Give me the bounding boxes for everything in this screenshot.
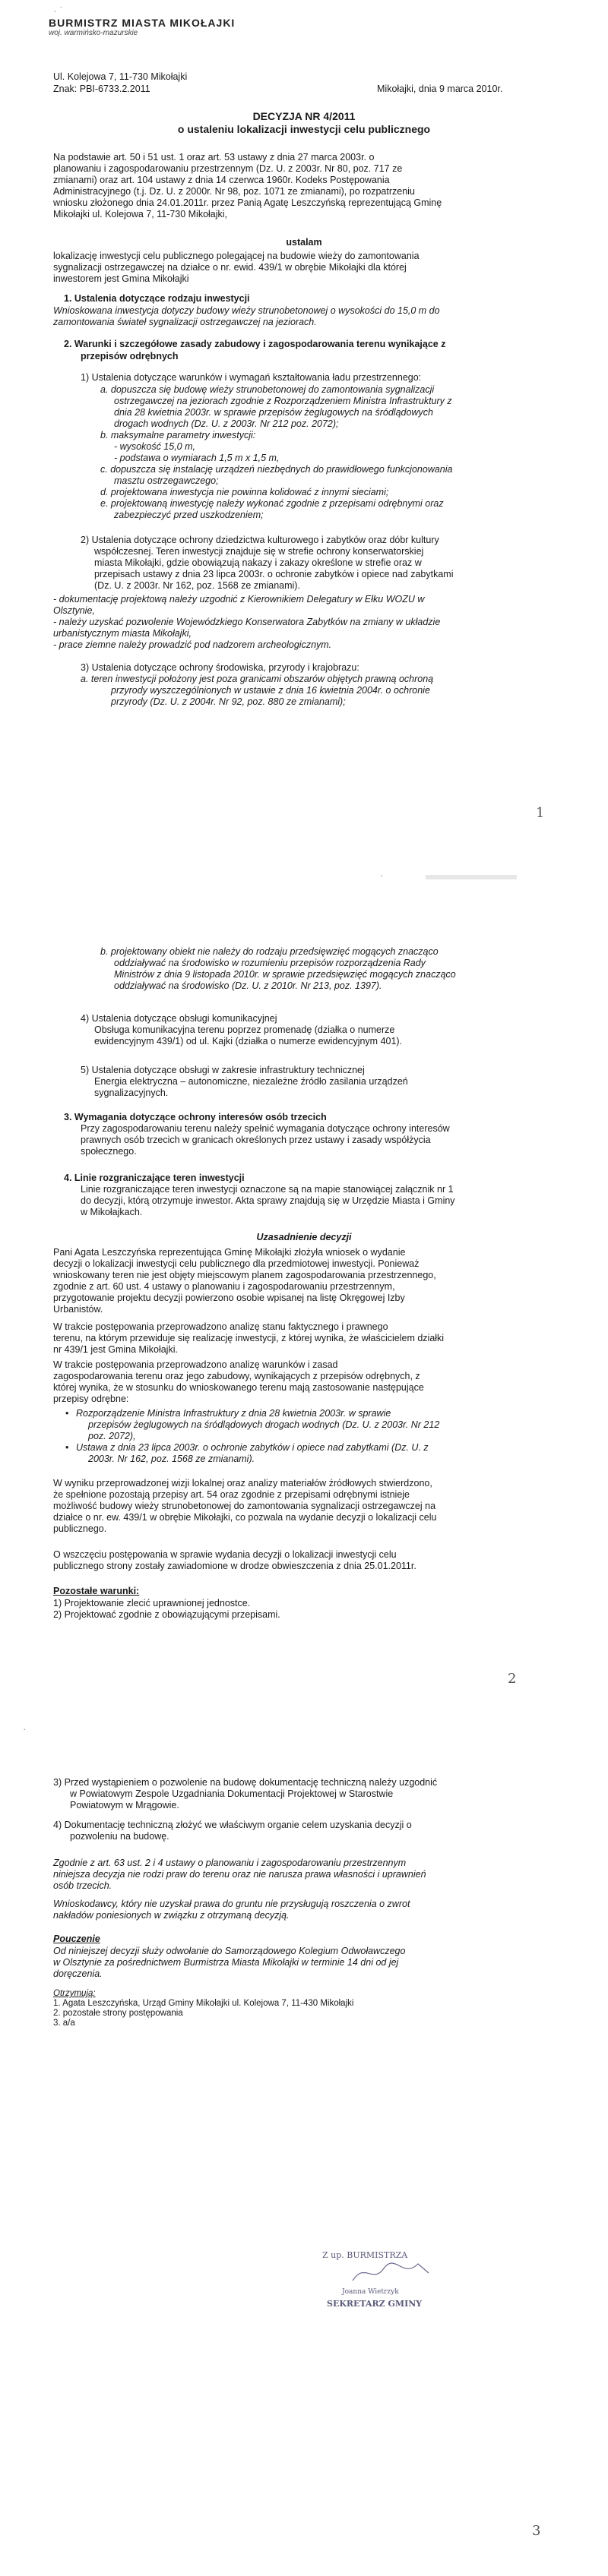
point-2-note: Olsztynie, xyxy=(53,605,95,616)
justification-line: że spełnione pozostają przepisy art. 54 oraz zgodnie z przepisami odrębnymi istnieje xyxy=(53,1489,410,1500)
point-1-item: a. dopuszcza się budowę wieży strunobetonowej do zamontowania sygnalizacji xyxy=(100,384,435,395)
legal-line: Zgodnie z art. 63 ust. 2 i 4 ustawy o planowaniu i zagospodarowaniu przestrzennym xyxy=(53,1858,407,1868)
regulation-item: przepisów żeglugowych na śródlądowych drogach wodnych (Dz. U. z 2003r. Nr 212 xyxy=(88,1419,440,1430)
section-2-heading: 2. Warunki i szczegółowe zasady zabudowy i zagospodarowania terenu wynikające z xyxy=(64,339,446,349)
point-1-item: zabezpieczyć przed uszkodzeniem; xyxy=(114,510,264,520)
point-1-item: - wysokość 15,0 m, xyxy=(114,441,195,452)
point-5-line: 5) Ustalenia dotyczące obsługi w zakresie infrastruktury technicznej xyxy=(81,1065,365,1075)
section-4-line: do decyzji, którą otrzymuje inwestor. Akta sprawy znajdują się w Urzędzie Miasta i Gminy xyxy=(81,1195,455,1206)
section-2-point-4 xyxy=(81,1013,549,1047)
recipient-item: 3. a/a xyxy=(53,2019,75,2028)
pouczenie-line: w Olsztynie za pośrednictwem Burmistrza Miasta Mikołajki w terminie 14 dni od jej xyxy=(53,1957,399,1968)
justification-line: której wynika, że w stosunku do wnioskowanego terenu mają zastosowanie następujące xyxy=(53,1382,424,1393)
section-1-body xyxy=(53,305,547,328)
justification-line: wnioskowany teren nie jest objęty miejscowym planem zagospodarowania przestrzennego, xyxy=(53,1270,436,1280)
pouczenie-line: doręczenia. xyxy=(53,1968,103,1979)
legal-line: Wnioskodawcy, który nie uzyskał prawa do gruntu nie przysługują roszczenia o zwrot xyxy=(53,1899,410,1909)
decision-title: DECYZJA NR 4/2011 xyxy=(252,110,356,122)
header-authority: BURMISTRZ MIASTA MIKOŁAJKI xyxy=(49,17,236,29)
document-page-2 xyxy=(0,858,608,1716)
point-2-line: (Dz. U. z 2003r. Nr 162, poz. 1568 ze zmianami). xyxy=(94,580,300,591)
point-4-line: Obsługa komunikacyjna terenu poprzez promenadę (działka o numerze xyxy=(94,1024,395,1035)
reference-number: Znak: PBI-6733.2.2011 xyxy=(53,84,150,94)
page-number-2: 2 xyxy=(508,1671,517,1687)
point-5-line: sygnalizacyjnych. xyxy=(94,1088,169,1098)
section-2-heading-cont: przepisów odrębnych xyxy=(81,351,179,361)
bullet-icon: • xyxy=(65,1442,69,1453)
stamp-line-2: Joanna Wietrzyk xyxy=(342,2288,399,2296)
ustalam-line: lokalizację inwestycji celu publicznego polegającej na budowie wieży do zamontowania xyxy=(53,251,420,261)
pouczenie-heading: Pouczenie xyxy=(53,1934,100,1944)
intro-paragraph xyxy=(53,152,547,220)
condition-4 xyxy=(53,1820,547,1842)
justification-line: W wyniku przeprowadzonej wizji lokalnej oraz analizy materiałów źródłowych stwierdzono, xyxy=(53,1478,432,1488)
point-4-line: ewidencyjnym 439/1) od ul. Kajki (działka o numerze ewidencyjnym 401). xyxy=(94,1036,403,1046)
point-3-line: a. teren inwestycji położony jest poza granicami obszarów objętych prawną ochroną xyxy=(81,674,434,684)
scan-mark: · ˙ xyxy=(53,5,64,17)
point-2-note: - należy uzyskać pozwolenie Wojewódzkiego Konserwatora Zabytków na zmiany w układzie xyxy=(53,617,441,627)
justification-line: zagospodarowania terenu oraz jego zabudowy, wynikających z przepisów odrębnych, z xyxy=(53,1371,420,1381)
regulation-item: 2003r. Nr 162, poz. 1568 ze zmianami). xyxy=(88,1454,255,1464)
justification-line: działce o nr. ew. 439/1 w obrębie Mikołajki, co pozwala na wydanie decyzji o lokalizacji celu xyxy=(53,1512,437,1523)
intro-line: planowaniu i zagospodarowaniu przestrzennym (Dz. U. z 2003r. Nr 80, poz. 717 ze xyxy=(53,163,403,174)
justification-paragraph-1 xyxy=(53,1247,547,1315)
other-conditions-list xyxy=(53,1598,547,1621)
regulation-item: • Rozporządzenie Ministra Infrastruktury z dnia 28 kwietnia 2003r. w sprawie xyxy=(65,1408,391,1419)
justification-line: zgodnie z art. 60 ust. 4 ustawy o planowaniu i zagospodarowaniu przestrzennym, xyxy=(53,1281,395,1292)
intro-line: wniosku złożonego dnia 24.01.2011r. przez Panią Agatę Leszczyńską reprezentującą Gminę xyxy=(53,197,442,208)
condition-3 xyxy=(53,1777,547,1811)
intro-line: Na podstawie art. 50 i 51 ust. 1 oraz art. 53 ustawy z dnia 27 marca 2003r. o xyxy=(53,152,375,163)
point-2-line: 2) Ustalenia dotyczące ochrony dziedzictwa kulturowego i zabytków oraz dóbr kultury xyxy=(81,535,439,545)
section-1-heading: 1. Ustalenia dotyczące rodzaju inwestycji xyxy=(64,293,250,304)
ustalam-line: sygnalizacji ostrzegawczej na działce o nr. ewid. 439/1 w obrębie Mikołajki dla której xyxy=(53,262,407,273)
section-1-line: zamontowania świateł sygnalizacji ostrzegawczej na jeziorach. xyxy=(53,317,317,327)
ustalam-heading: ustalam xyxy=(286,237,322,248)
justification-line: publicznego strony zostały zawiadomione w drodze obwieszczenia z dnia 25.01.2011r. xyxy=(53,1561,416,1571)
point-2-line: współczesnej. Teren inwestycji znajduje się w strefie ochrony konserwatorskiej xyxy=(94,546,424,557)
legal-line: nakładów poniesionych w związku z otrzymaną decyzją. xyxy=(53,1910,290,1921)
sender-address: Ul. Kolejowa 7, 11-730 Mikołajki xyxy=(53,71,188,82)
justification-line: W trakcie postępowania przeprowadzono analizę stanu faktycznego i prawnego xyxy=(53,1321,388,1332)
page-number-3: 3 xyxy=(532,2523,541,2539)
pouczenie-body xyxy=(53,1946,547,1980)
stamp-line-1: Z up. BURMISTRZA xyxy=(322,2250,408,2260)
condition-line: w Powiatowym Zespole Uzgadniania Dokumentacji Projektowej w Starostwie xyxy=(70,1788,394,1799)
header-stamp xyxy=(49,17,235,37)
intro-line: zmianami) oraz art. 104 ustawy z dnia 14 czerwca 1960r. Kodeks Postępowania xyxy=(53,175,390,185)
section-4-line: Linie rozgraniczające teren inwestycji oznaczone są na mapie stanowiącej załącznik nr 1 xyxy=(81,1184,454,1195)
scan-mark: · xyxy=(23,1722,27,1735)
decision-subtitle: o ustaleniu lokalizacji inwestycji celu publicznego xyxy=(177,123,431,135)
point-3-line: przyrody wyszczególnionych w ustawie z dnia 16 kwietnia 2004r. o ochronie xyxy=(111,685,430,696)
section-3-line: 3. Wymagania dotyczące ochrony interesów osób trzecich xyxy=(64,1112,327,1122)
legal-line: osób trzecich. xyxy=(53,1880,112,1891)
point-1-item: dnia 28 kwietnia 2003r. w sprawie przepisów żeglugowych na śródlądowych xyxy=(114,407,433,418)
point-1-item: drogach wodnych (Dz. U. z 2003r. Nr 212 poz. 2072); xyxy=(114,418,339,429)
point-1-item: masztu ostrzegawczego; xyxy=(114,475,219,486)
section-4 xyxy=(64,1173,547,1218)
uzasadnienie-heading: Uzasadnienie decyzji xyxy=(256,1232,352,1242)
point-3b-line: Ministrów z dnia 9 listopada 2010r. w sprawie przedsięwzięć mogących znacząco xyxy=(114,969,456,980)
justification-line: decyzji o lokalizacji inwestycji celu publicznego dla przedmiotowej inwestycji. Ponieważ xyxy=(53,1258,420,1269)
justification-line: publicznego. xyxy=(53,1523,107,1534)
section-3-line: prawnych osób trzecich w granicach określonych przez ustawy i zasady współżycia xyxy=(81,1135,431,1145)
recipients-heading: Otrzymują: xyxy=(53,1989,96,1998)
scan-noise xyxy=(426,875,517,879)
justification-line: W trakcie postępowania przeprowadzono analizę warunków i zasad xyxy=(53,1359,338,1370)
section-3 xyxy=(64,1112,547,1157)
official-stamp xyxy=(304,2244,448,2358)
point-2-note: - prace ziemne należy prowadzić pod nadzorem archeologicznym. xyxy=(53,639,332,650)
section-4-line: 4. Linie rozgraniczające teren inwestycji xyxy=(64,1173,245,1183)
point-2-note: - dokumentację projektową należy uzgodnić z Kierownikiem Delegatury w Ełku WOZU w xyxy=(53,594,425,605)
condition-line: pozwoleniu na budowę. xyxy=(70,1831,169,1842)
justification-line: O wszczęciu postępowania w sprawie wydania decyzji o lokalizacji inwestycji celu xyxy=(53,1549,397,1560)
justification-paragraph-3 xyxy=(53,1359,547,1405)
justification-paragraph-2 xyxy=(53,1321,547,1356)
point-2-line: miasta Mikołajki, gdzie obowiązują nakazy i zakazy określone w strefie oraz w xyxy=(94,557,422,568)
section-2-point-3 xyxy=(81,662,549,708)
recipient-item: 1. Agata Leszczyńska, Urząd Gminy Mikołajki ul. Kolejowa 7, 11-430 Mikołajki xyxy=(53,1999,354,2008)
recipients-list xyxy=(53,1999,547,2028)
condition-item: 2) Projektować zgodnie z obowiązującymi przepisami. xyxy=(53,1609,280,1620)
scan-mark: · xyxy=(380,869,384,881)
section-2-point-1-items xyxy=(100,384,549,521)
point-2-note: urbanistycznym miasta Mikołajki, xyxy=(53,628,192,639)
justification-line: przygotowanie projektu decyzji powierzono osobie wpisanej na listę Okręgowej Izby xyxy=(53,1293,405,1303)
bullet-icon: • xyxy=(65,1408,69,1419)
stamp-line-3: SEKRETARZ GMINY xyxy=(327,2299,423,2309)
condition-line: 4) Dokumentację techniczną złożyć we właściwym organie celem uzyskania decyzji o xyxy=(53,1820,412,1830)
signature-icon xyxy=(350,2258,433,2288)
point-1-item: c. dopuszcza się instalację urządzeń niezbędnych do prawidłowego funkcjonowania xyxy=(100,464,453,475)
section-4-line: w Mikołajkach. xyxy=(81,1207,143,1217)
condition-line: 3) Przed wystąpieniem o pozwolenie na budowę dokumentację techniczną należy uzgodnić xyxy=(53,1777,438,1788)
legal-line: niniejsza decyzja nie rodzi praw do terenu oraz nie narusza prawa własności i uprawnień xyxy=(53,1869,426,1880)
condition-line: Powiatowym w Mrągowie. xyxy=(70,1800,179,1810)
legal-note-1 xyxy=(53,1858,547,1892)
document-page-1 xyxy=(0,0,608,858)
point-2-line: przepisach ustawy z dnia 23 lipca 2003r. o ochronie zabytków i opiece nad zabytkami xyxy=(94,569,454,579)
ustalam-paragraph xyxy=(53,251,547,285)
point-1-item: ostrzegawczej na jeziorach zgodnie z Rozporządzeniem Ministra Infrastruktury z xyxy=(114,396,452,406)
section-3-line: społecznego. xyxy=(81,1146,137,1157)
point-3b-line: b. projektowany obiekt nie należy do rodzaju przedsięwzięć mogących znacząco xyxy=(100,946,439,957)
regulations-list xyxy=(65,1408,547,1465)
section-2-point-1: 1) Ustalenia dotyczące warunków i wymagań kształtowania ładu przestrzennego: xyxy=(81,372,422,383)
section-3-line: Przy zagospodarowaniu terenu należy spełnić wymagania dotyczące ochrony interesów xyxy=(81,1123,450,1134)
regulation-item: poz. 2072), xyxy=(88,1431,136,1441)
point-3b-line: oddziaływać na środowisko (Dz. U. z 2010r. Nr 213, poz. 1397). xyxy=(114,980,382,991)
regulation-item: • Ustawa z dnia 23 lipca 2003r. o ochronie zabytków i opiece nad zabytkami (Dz. U. z xyxy=(65,1442,429,1453)
section-2-point-2 xyxy=(81,535,549,592)
other-conditions-heading: Pozostałe warunki: xyxy=(53,1586,140,1596)
condition-item: 1) Projektowanie zlecić uprawnionej jednostce. xyxy=(53,1598,251,1608)
legal-note-2 xyxy=(53,1899,547,1921)
justification-line: nr 439/1 jest Gmina Mikołajki. xyxy=(53,1344,178,1355)
justification-paragraph-4 xyxy=(53,1478,547,1535)
intro-line: Mikołajki ul. Kolejowa 7, 11-730 Mikołajki, xyxy=(53,209,228,219)
point-3-line: przyrody (Dz. U. z 2004r. Nr 92, poz. 880 ze zmianami); xyxy=(111,696,346,707)
point-1-item: b. maksymalne parametry inwestycji: xyxy=(100,430,256,440)
section-1-line: Wnioskowana inwestycja dotyczy budowy wieży strunobetonowej o wysokości do 15,0 m do xyxy=(53,305,440,316)
date-place: Mikołajki, dnia 9 marca 2010r. xyxy=(377,84,503,94)
intro-line: Administracyjnego (t.j. Dz. U. z 2000r. Nr 98, poz. 1071 ze zmianami), po rozpatrzeniu xyxy=(53,186,415,197)
justification-line: przepisy odrębne: xyxy=(53,1394,129,1404)
point-3b xyxy=(100,946,549,992)
point-1-item: e. projektowaną inwestycję należy wykonać zgodnie z przepisami odrębnymi oraz xyxy=(100,498,444,509)
point-4-line: 4) Ustalenia dotyczące obsługi komunikacyjnej xyxy=(81,1013,277,1024)
point-5-line: Energia elektryczna – autonomiczne, niezależne źródło zasilania urządzeń xyxy=(94,1076,408,1087)
justification-paragraph-5 xyxy=(53,1549,547,1572)
point-1-item: - podstawa o wymiarach 1,5 m x 1,5 m, xyxy=(114,453,280,463)
justification-line: możliwość budowy wieży strunobetonowej do zamontowania sygnalizacji ostrzegawczej na xyxy=(53,1501,436,1511)
pouczenie-line: Od niniejszej decyzji służy odwołanie do Samorządowego Kolegium Odwoławczego xyxy=(53,1946,406,1956)
point-3b-line: oddziaływać na środowisko w rozumieniu przepisów rozporządzenia Rady xyxy=(114,958,426,968)
justification-line: Pani Agata Leszczyńska reprezentująca Gminę Mikołajki złożyła wniosek o wydanie xyxy=(53,1247,406,1258)
section-2-point-2-notes xyxy=(53,594,547,651)
page-number-1: 1 xyxy=(536,805,545,821)
header-region: woj. warmińsko-mazurskie xyxy=(49,29,138,37)
document-page-3 xyxy=(0,1716,608,2576)
justification-line: Urbanistów. xyxy=(53,1304,103,1315)
section-2-point-5 xyxy=(81,1065,549,1099)
justification-line: terenu, na którym przewiduje się realizację inwestycji, z której wynika, że właścicielem działki xyxy=(53,1333,445,1343)
point-1-item: d. projektowana inwestycja nie powinna kolidować z innymi sieciami; xyxy=(100,487,389,497)
ustalam-line: inwestorem jest Gmina Mikołajki xyxy=(53,273,189,284)
recipient-item: 2. pozostałe strony postępowania xyxy=(53,2009,183,2018)
point-3-line: 3) Ustalenia dotyczące ochrony środowiska, przyrody i krajobrazu: xyxy=(81,662,359,673)
